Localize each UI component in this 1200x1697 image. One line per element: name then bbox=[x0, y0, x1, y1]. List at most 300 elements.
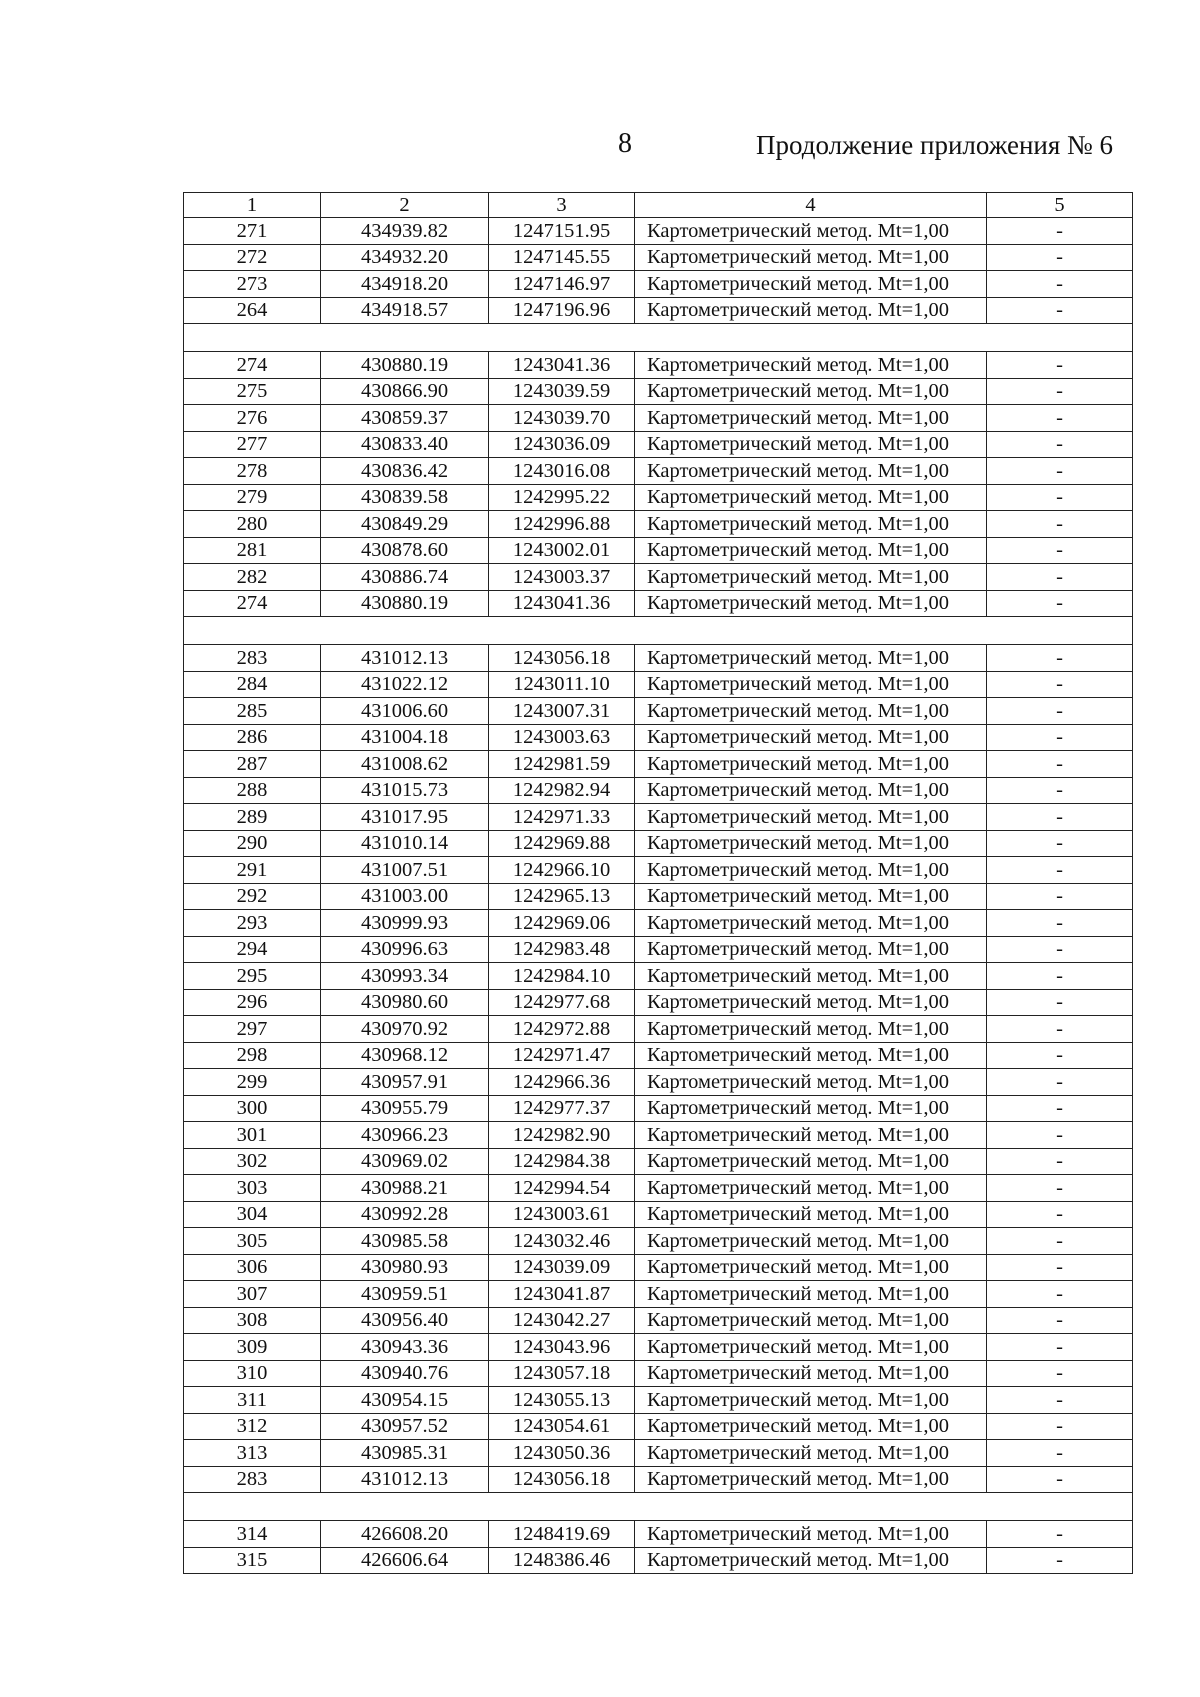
y-coordinate-cell: 1242969.88 bbox=[489, 830, 635, 857]
x-coordinate-cell: 430886.74 bbox=[321, 564, 489, 591]
error-cell: - bbox=[987, 857, 1133, 884]
table-row bbox=[184, 1095, 1133, 1122]
y-coordinate-cell: 1243007.31 bbox=[489, 698, 635, 725]
y-coordinate-cell: 1243042.27 bbox=[489, 1307, 635, 1334]
error-cell: - bbox=[987, 1281, 1133, 1308]
y-coordinate-cell: 1242984.38 bbox=[489, 1148, 635, 1175]
point-number-cell: 283 bbox=[184, 1466, 321, 1493]
y-coordinate-cell: 1243039.09 bbox=[489, 1254, 635, 1281]
x-coordinate-cell: 430880.19 bbox=[321, 352, 489, 379]
error-cell: - bbox=[987, 910, 1133, 937]
method-cell: Картометрический метод. Mt=1,00 bbox=[635, 431, 987, 458]
y-coordinate-cell: 1242966.36 bbox=[489, 1069, 635, 1096]
error-cell: - bbox=[987, 1254, 1133, 1281]
point-number-cell: 303 bbox=[184, 1175, 321, 1202]
y-coordinate-cell: 1242984.10 bbox=[489, 963, 635, 990]
method-cell: Картометрический метод. Mt=1,00 bbox=[635, 1521, 987, 1548]
method-cell: Картометрический метод. Mt=1,00 bbox=[635, 857, 987, 884]
error-cell: - bbox=[987, 936, 1133, 963]
point-number-cell: 275 bbox=[184, 378, 321, 405]
error-cell: - bbox=[987, 1228, 1133, 1255]
y-coordinate-cell: 1243003.61 bbox=[489, 1201, 635, 1228]
table-row bbox=[184, 271, 1133, 298]
x-coordinate-cell: 430943.36 bbox=[321, 1334, 489, 1361]
error-cell: - bbox=[987, 1095, 1133, 1122]
table-row bbox=[184, 751, 1133, 778]
error-cell: - bbox=[987, 1360, 1133, 1387]
error-cell: - bbox=[987, 1069, 1133, 1096]
point-number-cell: 312 bbox=[184, 1413, 321, 1440]
page-number: 8 bbox=[618, 128, 632, 159]
error-cell: - bbox=[987, 1201, 1133, 1228]
table-row bbox=[184, 1440, 1133, 1467]
x-coordinate-cell: 431007.51 bbox=[321, 857, 489, 884]
point-number-cell: 293 bbox=[184, 910, 321, 937]
method-cell: Картометрический метод. Mt=1,00 bbox=[635, 1387, 987, 1414]
group-separator-row bbox=[184, 1493, 1133, 1521]
error-cell: - bbox=[987, 352, 1133, 379]
point-number-cell: 283 bbox=[184, 645, 321, 672]
group-separator-row bbox=[184, 617, 1133, 645]
x-coordinate-cell: 434932.20 bbox=[321, 244, 489, 271]
error-cell: - bbox=[987, 218, 1133, 245]
y-coordinate-cell: 1243055.13 bbox=[489, 1387, 635, 1414]
method-cell: Картометрический метод. Mt=1,00 bbox=[635, 1201, 987, 1228]
point-number-cell: 285 bbox=[184, 698, 321, 725]
method-cell: Картометрический метод. Mt=1,00 bbox=[635, 352, 987, 379]
method-cell: Картометрический метод. Mt=1,00 bbox=[635, 297, 987, 324]
method-cell: Картометрический метод. Mt=1,00 bbox=[635, 1254, 987, 1281]
x-coordinate-cell: 430968.12 bbox=[321, 1042, 489, 1069]
point-number-cell: 309 bbox=[184, 1334, 321, 1361]
table-row bbox=[184, 857, 1133, 884]
point-number-cell: 300 bbox=[184, 1095, 321, 1122]
point-number-cell: 305 bbox=[184, 1228, 321, 1255]
y-coordinate-cell: 1243011.10 bbox=[489, 671, 635, 698]
error-cell: - bbox=[987, 1521, 1133, 1548]
y-coordinate-cell: 1243032.46 bbox=[489, 1228, 635, 1255]
error-cell: - bbox=[987, 511, 1133, 538]
point-number-cell: 287 bbox=[184, 751, 321, 778]
y-coordinate-cell: 1243036.09 bbox=[489, 431, 635, 458]
table-row bbox=[184, 511, 1133, 538]
method-cell: Картометрический метод. Mt=1,00 bbox=[635, 777, 987, 804]
point-number-cell: 274 bbox=[184, 352, 321, 379]
x-coordinate-cell: 431004.18 bbox=[321, 724, 489, 751]
table-row bbox=[184, 1016, 1133, 1043]
error-cell: - bbox=[987, 645, 1133, 672]
table-row bbox=[184, 431, 1133, 458]
y-coordinate-cell: 1242971.33 bbox=[489, 804, 635, 831]
y-coordinate-cell: 1242983.48 bbox=[489, 936, 635, 963]
error-cell: - bbox=[987, 830, 1133, 857]
point-number-cell: 304 bbox=[184, 1201, 321, 1228]
y-coordinate-cell: 1243054.61 bbox=[489, 1413, 635, 1440]
method-cell: Картометрический метод. Mt=1,00 bbox=[635, 1281, 987, 1308]
error-cell: - bbox=[987, 484, 1133, 511]
point-number-cell: 274 bbox=[184, 590, 321, 617]
point-number-cell: 264 bbox=[184, 297, 321, 324]
point-number-cell: 277 bbox=[184, 431, 321, 458]
x-coordinate-cell: 430999.93 bbox=[321, 910, 489, 937]
method-cell: Картометрический метод. Mt=1,00 bbox=[635, 1440, 987, 1467]
table-row bbox=[184, 777, 1133, 804]
y-coordinate-cell: 1242982.94 bbox=[489, 777, 635, 804]
y-coordinate-cell: 1243041.36 bbox=[489, 590, 635, 617]
error-cell: - bbox=[987, 1175, 1133, 1202]
x-coordinate-cell: 430980.60 bbox=[321, 989, 489, 1016]
method-cell: Картометрический метод. Mt=1,00 bbox=[635, 1334, 987, 1361]
table-row bbox=[184, 1042, 1133, 1069]
error-cell: - bbox=[987, 590, 1133, 617]
method-cell: Картометрический метод. Mt=1,00 bbox=[635, 1413, 987, 1440]
method-cell: Картометрический метод. Mt=1,00 bbox=[635, 645, 987, 672]
point-number-cell: 314 bbox=[184, 1521, 321, 1548]
method-cell: Картометрический метод. Mt=1,00 bbox=[635, 537, 987, 564]
point-number-cell: 310 bbox=[184, 1360, 321, 1387]
error-cell: - bbox=[987, 751, 1133, 778]
y-coordinate-cell: 1243056.18 bbox=[489, 645, 635, 672]
point-number-cell: 290 bbox=[184, 830, 321, 857]
error-cell: - bbox=[987, 1466, 1133, 1493]
point-number-cell: 271 bbox=[184, 218, 321, 245]
x-coordinate-cell: 431003.00 bbox=[321, 883, 489, 910]
error-cell: - bbox=[987, 431, 1133, 458]
table-row bbox=[184, 963, 1133, 990]
page-caption: Продолжение приложения № 6 bbox=[756, 130, 1114, 160]
error-cell: - bbox=[987, 1122, 1133, 1149]
y-coordinate-cell: 1242982.90 bbox=[489, 1122, 635, 1149]
x-coordinate-cell: 434918.57 bbox=[321, 297, 489, 324]
method-cell: Картометрический метод. Mt=1,00 bbox=[635, 698, 987, 725]
x-coordinate-cell: 431022.12 bbox=[321, 671, 489, 698]
x-coordinate-cell: 430859.37 bbox=[321, 405, 489, 432]
point-number-cell: 295 bbox=[184, 963, 321, 990]
error-cell: - bbox=[987, 724, 1133, 751]
method-cell: Картометрический метод. Mt=1,00 bbox=[635, 1360, 987, 1387]
x-coordinate-cell: 430849.29 bbox=[321, 511, 489, 538]
point-number-cell: 276 bbox=[184, 405, 321, 432]
table-row bbox=[184, 537, 1133, 564]
coordinates-table bbox=[183, 192, 1133, 1574]
x-coordinate-cell: 430940.76 bbox=[321, 1360, 489, 1387]
group-separator-row bbox=[184, 324, 1133, 352]
table-row bbox=[184, 724, 1133, 751]
point-number-cell: 311 bbox=[184, 1387, 321, 1414]
method-cell: Картометрический метод. Mt=1,00 bbox=[635, 1122, 987, 1149]
table-row bbox=[184, 936, 1133, 963]
table-row bbox=[184, 698, 1133, 725]
point-number-cell: 299 bbox=[184, 1069, 321, 1096]
table-row bbox=[184, 1334, 1133, 1361]
x-coordinate-cell: 431006.60 bbox=[321, 698, 489, 725]
point-number-cell: 289 bbox=[184, 804, 321, 831]
x-coordinate-cell: 431012.13 bbox=[321, 645, 489, 672]
column-header: 3 bbox=[489, 193, 635, 218]
y-coordinate-cell: 1243016.08 bbox=[489, 458, 635, 485]
method-cell: Картометрический метод. Mt=1,00 bbox=[635, 936, 987, 963]
x-coordinate-cell: 430985.31 bbox=[321, 1440, 489, 1467]
table-row bbox=[184, 1228, 1133, 1255]
method-cell: Картометрический метод. Mt=1,00 bbox=[635, 883, 987, 910]
x-coordinate-cell: 431015.73 bbox=[321, 777, 489, 804]
error-cell: - bbox=[987, 671, 1133, 698]
y-coordinate-cell: 1248386.46 bbox=[489, 1547, 635, 1574]
y-coordinate-cell: 1243041.87 bbox=[489, 1281, 635, 1308]
table-row bbox=[184, 1122, 1133, 1149]
x-coordinate-cell: 426606.64 bbox=[321, 1547, 489, 1574]
method-cell: Картометрический метод. Mt=1,00 bbox=[635, 1175, 987, 1202]
point-number-cell: 286 bbox=[184, 724, 321, 751]
x-coordinate-cell: 430956.40 bbox=[321, 1307, 489, 1334]
method-cell: Картометрический метод. Mt=1,00 bbox=[635, 405, 987, 432]
error-cell: - bbox=[987, 698, 1133, 725]
x-coordinate-cell: 430959.51 bbox=[321, 1281, 489, 1308]
error-cell: - bbox=[987, 1547, 1133, 1574]
point-number-cell: 294 bbox=[184, 936, 321, 963]
error-cell: - bbox=[987, 537, 1133, 564]
group-separator-cell bbox=[184, 617, 1133, 645]
error-cell: - bbox=[987, 804, 1133, 831]
table-row bbox=[184, 1387, 1133, 1414]
y-coordinate-cell: 1243003.63 bbox=[489, 724, 635, 751]
point-number-cell: 288 bbox=[184, 777, 321, 804]
table-row bbox=[184, 1360, 1133, 1387]
error-cell: - bbox=[987, 1307, 1133, 1334]
method-cell: Картометрический метод. Mt=1,00 bbox=[635, 1148, 987, 1175]
point-number-cell: 306 bbox=[184, 1254, 321, 1281]
table-row bbox=[184, 1201, 1133, 1228]
table-header-row bbox=[184, 193, 1133, 218]
table-row bbox=[184, 564, 1133, 591]
error-cell: - bbox=[987, 1440, 1133, 1467]
method-cell: Картометрический метод. Mt=1,00 bbox=[635, 724, 987, 751]
error-cell: - bbox=[987, 458, 1133, 485]
x-coordinate-cell: 430966.23 bbox=[321, 1122, 489, 1149]
x-coordinate-cell: 430955.79 bbox=[321, 1095, 489, 1122]
error-cell: - bbox=[987, 1042, 1133, 1069]
coordinates-table-body bbox=[184, 193, 1133, 1574]
y-coordinate-cell: 1242969.06 bbox=[489, 910, 635, 937]
y-coordinate-cell: 1243056.18 bbox=[489, 1466, 635, 1493]
y-coordinate-cell: 1243050.36 bbox=[489, 1440, 635, 1467]
x-coordinate-cell: 430992.28 bbox=[321, 1201, 489, 1228]
method-cell: Картометрический метод. Mt=1,00 bbox=[635, 511, 987, 538]
point-number-cell: 308 bbox=[184, 1307, 321, 1334]
point-number-cell: 296 bbox=[184, 989, 321, 1016]
x-coordinate-cell: 430833.40 bbox=[321, 431, 489, 458]
table-row bbox=[184, 218, 1133, 245]
method-cell: Картометрический метод. Mt=1,00 bbox=[635, 1466, 987, 1493]
y-coordinate-cell: 1242966.10 bbox=[489, 857, 635, 884]
x-coordinate-cell: 430996.63 bbox=[321, 936, 489, 963]
point-number-cell: 273 bbox=[184, 271, 321, 298]
y-coordinate-cell: 1242977.37 bbox=[489, 1095, 635, 1122]
method-cell: Картометрический метод. Mt=1,00 bbox=[635, 244, 987, 271]
x-coordinate-cell: 430985.58 bbox=[321, 1228, 489, 1255]
method-cell: Картометрический метод. Mt=1,00 bbox=[635, 590, 987, 617]
column-header: 1 bbox=[184, 193, 321, 218]
y-coordinate-cell: 1242996.88 bbox=[489, 511, 635, 538]
x-coordinate-cell: 430970.92 bbox=[321, 1016, 489, 1043]
table-row bbox=[184, 1307, 1133, 1334]
x-coordinate-cell: 430880.19 bbox=[321, 590, 489, 617]
table-row bbox=[184, 830, 1133, 857]
error-cell: - bbox=[987, 883, 1133, 910]
column-header: 2 bbox=[321, 193, 489, 218]
x-coordinate-cell: 430993.34 bbox=[321, 963, 489, 990]
x-coordinate-cell: 430969.02 bbox=[321, 1148, 489, 1175]
x-coordinate-cell: 431008.62 bbox=[321, 751, 489, 778]
column-header: 5 bbox=[987, 193, 1133, 218]
table-row bbox=[184, 244, 1133, 271]
point-number-cell: 291 bbox=[184, 857, 321, 884]
method-cell: Картометрический метод. Mt=1,00 bbox=[635, 910, 987, 937]
point-number-cell: 284 bbox=[184, 671, 321, 698]
table-row bbox=[184, 883, 1133, 910]
x-coordinate-cell: 434939.82 bbox=[321, 218, 489, 245]
table-row bbox=[184, 352, 1133, 379]
error-cell: - bbox=[987, 989, 1133, 1016]
y-coordinate-cell: 1243057.18 bbox=[489, 1360, 635, 1387]
table-row bbox=[184, 1254, 1133, 1281]
x-coordinate-cell: 430957.52 bbox=[321, 1413, 489, 1440]
x-coordinate-cell: 430878.60 bbox=[321, 537, 489, 564]
y-coordinate-cell: 1242977.68 bbox=[489, 989, 635, 1016]
point-number-cell: 302 bbox=[184, 1148, 321, 1175]
method-cell: Картометрический метод. Mt=1,00 bbox=[635, 1016, 987, 1043]
point-number-cell: 292 bbox=[184, 883, 321, 910]
method-cell: Картометрический метод. Mt=1,00 bbox=[635, 963, 987, 990]
table-row bbox=[184, 910, 1133, 937]
method-cell: Картометрический метод. Mt=1,00 bbox=[635, 458, 987, 485]
error-cell: - bbox=[987, 1016, 1133, 1043]
method-cell: Картометрический метод. Mt=1,00 bbox=[635, 804, 987, 831]
x-coordinate-cell: 430988.21 bbox=[321, 1175, 489, 1202]
y-coordinate-cell: 1242965.13 bbox=[489, 883, 635, 910]
point-number-cell: 280 bbox=[184, 511, 321, 538]
x-coordinate-cell: 430836.42 bbox=[321, 458, 489, 485]
table-row bbox=[184, 1175, 1133, 1202]
table-row bbox=[184, 297, 1133, 324]
group-separator-cell bbox=[184, 1493, 1133, 1521]
y-coordinate-cell: 1243039.70 bbox=[489, 405, 635, 432]
method-cell: Картометрический метод. Mt=1,00 bbox=[635, 378, 987, 405]
table-row bbox=[184, 671, 1133, 698]
error-cell: - bbox=[987, 564, 1133, 591]
table-row bbox=[184, 1148, 1133, 1175]
table-row bbox=[184, 590, 1133, 617]
y-coordinate-cell: 1247151.95 bbox=[489, 218, 635, 245]
table-row bbox=[184, 804, 1133, 831]
table-row bbox=[184, 378, 1133, 405]
x-coordinate-cell: 430839.58 bbox=[321, 484, 489, 511]
x-coordinate-cell: 426608.20 bbox=[321, 1521, 489, 1548]
method-cell: Картометрический метод. Mt=1,00 bbox=[635, 1042, 987, 1069]
error-cell: - bbox=[987, 1413, 1133, 1440]
method-cell: Картометрический метод. Mt=1,00 bbox=[635, 1307, 987, 1334]
table-row bbox=[184, 1547, 1133, 1574]
x-coordinate-cell: 431012.13 bbox=[321, 1466, 489, 1493]
error-cell: - bbox=[987, 244, 1133, 271]
x-coordinate-cell: 430954.15 bbox=[321, 1387, 489, 1414]
y-coordinate-cell: 1243041.36 bbox=[489, 352, 635, 379]
table-row bbox=[184, 645, 1133, 672]
point-number-cell: 313 bbox=[184, 1440, 321, 1467]
y-coordinate-cell: 1242981.59 bbox=[489, 751, 635, 778]
point-number-cell: 279 bbox=[184, 484, 321, 511]
point-number-cell: 301 bbox=[184, 1122, 321, 1149]
y-coordinate-cell: 1248419.69 bbox=[489, 1521, 635, 1548]
x-coordinate-cell: 430980.93 bbox=[321, 1254, 489, 1281]
y-coordinate-cell: 1247146.97 bbox=[489, 271, 635, 298]
table-row bbox=[184, 484, 1133, 511]
method-cell: Картометрический метод. Mt=1,00 bbox=[635, 830, 987, 857]
y-coordinate-cell: 1242972.88 bbox=[489, 1016, 635, 1043]
table-row bbox=[184, 405, 1133, 432]
error-cell: - bbox=[987, 777, 1133, 804]
point-number-cell: 315 bbox=[184, 1547, 321, 1574]
x-coordinate-cell: 431010.14 bbox=[321, 830, 489, 857]
y-coordinate-cell: 1242994.54 bbox=[489, 1175, 635, 1202]
y-coordinate-cell: 1243003.37 bbox=[489, 564, 635, 591]
point-number-cell: 298 bbox=[184, 1042, 321, 1069]
error-cell: - bbox=[987, 963, 1133, 990]
table-row bbox=[184, 1466, 1133, 1493]
x-coordinate-cell: 430866.90 bbox=[321, 378, 489, 405]
y-coordinate-cell: 1247196.96 bbox=[489, 297, 635, 324]
x-coordinate-cell: 430957.91 bbox=[321, 1069, 489, 1096]
y-coordinate-cell: 1242971.47 bbox=[489, 1042, 635, 1069]
point-number-cell: 272 bbox=[184, 244, 321, 271]
y-coordinate-cell: 1242995.22 bbox=[489, 484, 635, 511]
table-row bbox=[184, 1281, 1133, 1308]
point-number-cell: 281 bbox=[184, 537, 321, 564]
method-cell: Картометрический метод. Mt=1,00 bbox=[635, 564, 987, 591]
error-cell: - bbox=[987, 297, 1133, 324]
error-cell: - bbox=[987, 271, 1133, 298]
table-row bbox=[184, 1521, 1133, 1548]
table-row bbox=[184, 1413, 1133, 1440]
table-row bbox=[184, 1069, 1133, 1096]
method-cell: Картометрический метод. Mt=1,00 bbox=[635, 484, 987, 511]
x-coordinate-cell: 434918.20 bbox=[321, 271, 489, 298]
table-row bbox=[184, 989, 1133, 1016]
table-row bbox=[184, 458, 1133, 485]
method-cell: Картометрический метод. Mt=1,00 bbox=[635, 1095, 987, 1122]
y-coordinate-cell: 1243002.01 bbox=[489, 537, 635, 564]
point-number-cell: 278 bbox=[184, 458, 321, 485]
method-cell: Картометрический метод. Mt=1,00 bbox=[635, 271, 987, 298]
x-coordinate-cell: 431017.95 bbox=[321, 804, 489, 831]
error-cell: - bbox=[987, 405, 1133, 432]
method-cell: Картометрический метод. Mt=1,00 bbox=[635, 218, 987, 245]
y-coordinate-cell: 1243039.59 bbox=[489, 378, 635, 405]
error-cell: - bbox=[987, 1334, 1133, 1361]
group-separator-cell bbox=[184, 324, 1133, 352]
method-cell: Картометрический метод. Mt=1,00 bbox=[635, 1547, 987, 1574]
y-coordinate-cell: 1247145.55 bbox=[489, 244, 635, 271]
point-number-cell: 307 bbox=[184, 1281, 321, 1308]
error-cell: - bbox=[987, 378, 1133, 405]
y-coordinate-cell: 1243043.96 bbox=[489, 1334, 635, 1361]
point-number-cell: 282 bbox=[184, 564, 321, 591]
error-cell: - bbox=[987, 1387, 1133, 1414]
point-number-cell: 297 bbox=[184, 1016, 321, 1043]
method-cell: Картометрический метод. Mt=1,00 bbox=[635, 1228, 987, 1255]
error-cell: - bbox=[987, 1148, 1133, 1175]
method-cell: Картометрический метод. Mt=1,00 bbox=[635, 671, 987, 698]
